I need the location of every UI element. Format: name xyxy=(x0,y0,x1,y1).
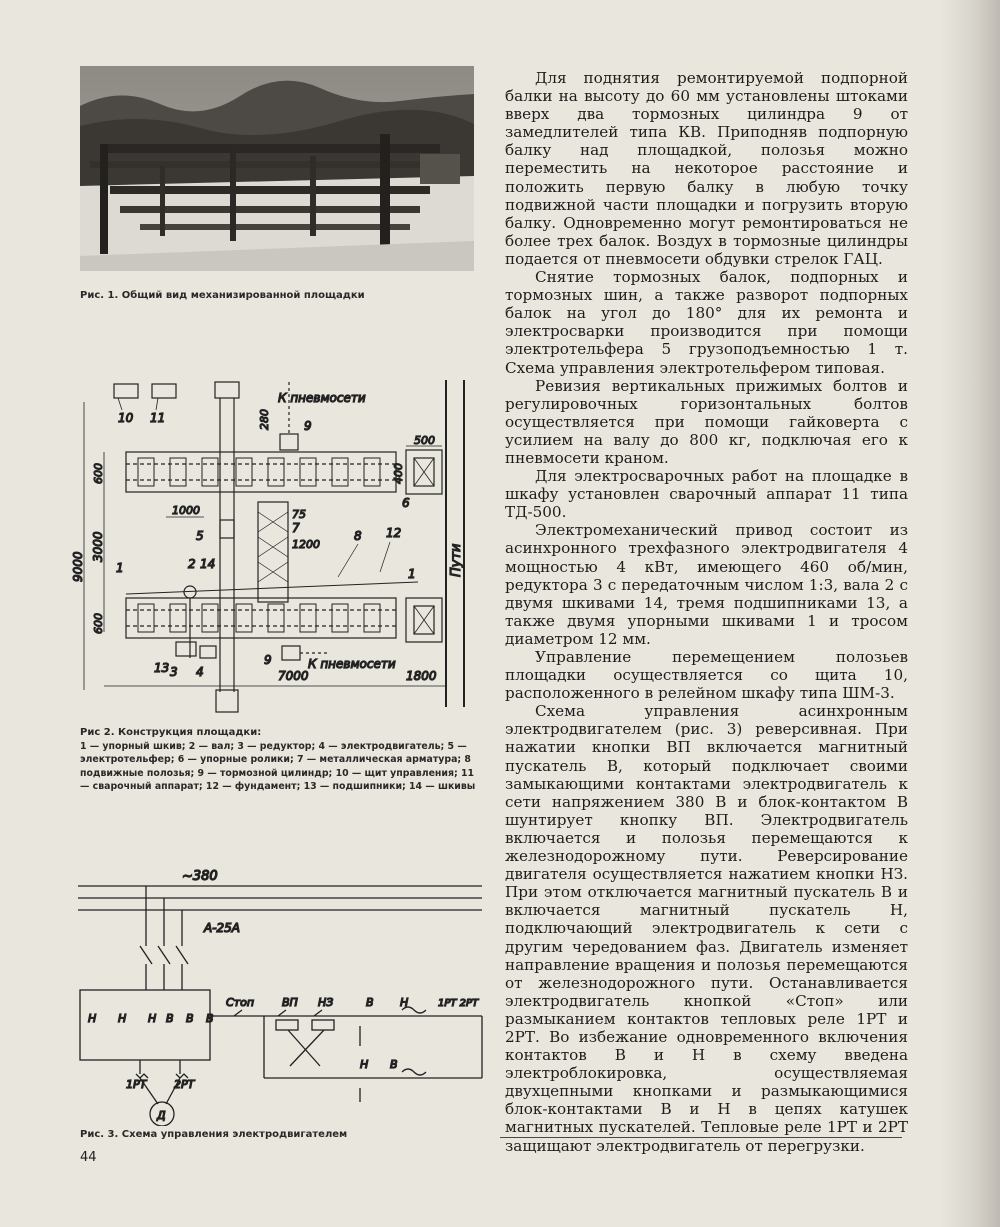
label-h2: Н xyxy=(118,1012,127,1025)
label-v3: В xyxy=(206,1012,214,1025)
dim-9000: 9000 xyxy=(71,551,85,582)
box-top-center xyxy=(215,382,239,398)
figure-2-caption xyxy=(80,726,476,794)
label-8: 8 xyxy=(354,529,362,543)
figure-1-caption: Рис. 1. Общий вид механизированной площадки xyxy=(80,290,365,301)
label-7: 7 xyxy=(292,521,300,535)
figure-2-caption-legend: 1 — упорный шкив; 2 — вал; 3 — редуктор; 4 — электродвигатель; 5 — электротельфер; 6 — упорные ролики; 7 — металлическая арматура; 8 подвижные полозья; 9 — тормозной цилиндр; 10 — щит управления; 11 — сварочный аппарат; 12 — фундамент; 13 — подшипники; 14 — шкивы xyxy=(80,740,476,793)
dim-1000: 1000 xyxy=(172,504,200,517)
label-h3: Н xyxy=(148,1012,157,1025)
label-2: 2 xyxy=(188,557,196,571)
figure-1-photo xyxy=(80,66,474,271)
label-11: 11 xyxy=(150,411,166,425)
label-v5: В xyxy=(390,1058,398,1071)
nz-label: НЗ xyxy=(318,996,334,1009)
dim-1800: 1800 xyxy=(406,669,437,683)
label-track: Пути xyxy=(449,543,464,577)
dim-1200: 1200 xyxy=(292,538,320,551)
box-11 xyxy=(152,384,176,398)
paragraph: Управление перемещением полозьев площадки осуществляется со щита 10, расположенного в релейном шкафу типа ШМ-3. xyxy=(505,648,908,703)
label-10: 10 xyxy=(118,411,134,425)
label-14: 14 xyxy=(200,557,216,571)
dim-600a: 600 xyxy=(92,463,105,484)
box-10 xyxy=(114,384,138,398)
dim-500: 500 xyxy=(414,434,435,447)
stop-label: Стоп xyxy=(226,996,255,1009)
label-12: 12 xyxy=(386,526,402,540)
figure-3-circuit xyxy=(70,866,490,1126)
paragraph: Электромеханический привод состоит из асинхронного трехфазного электродвигателя 4 мощностью 4 кВт, имеющего 460 об/мин, редуктора 3 с передаточным числом 1:3, вала 2 с двумя шкивами 14, тремя подшипниками 13, а также двумя упорными шкивами 1 и тросом диаметром 12 мм. xyxy=(505,521,908,648)
label-4: 4 xyxy=(196,665,204,679)
label-rt2: 2РТ xyxy=(174,1078,195,1091)
label-9a: 9 xyxy=(304,419,312,433)
label-h5: Н xyxy=(360,1058,369,1071)
paragraph: Ревизия вертикальных прижимых болтов и регулировочных горизонтальных болтов осуществляется при помощи гайковерта с усилием на валу до 800 кг, подключая его к пневмосети кранoм. xyxy=(505,376,908,467)
label-rt1: 1РТ xyxy=(126,1078,147,1091)
figure-2-caption-title: Рис 2. Конструкция площадки: xyxy=(80,727,262,738)
vp-label: ВП xyxy=(282,996,298,1009)
dim-600b: 600 xyxy=(92,613,105,634)
figure-2-drawing xyxy=(68,372,488,722)
label-v2: В xyxy=(186,1012,194,1025)
label-3: 3 xyxy=(170,665,178,679)
paragraph: Для электросварочных работ на площадке в шкафу установлен сварочный аппарат 11 типа ТД-500. xyxy=(505,467,908,522)
figure-3-caption: Рис. 3. Схема управления электродвигателем xyxy=(80,1129,348,1140)
air-bottom: К пневмосети xyxy=(308,657,396,671)
paragraph: Для поднятия ремонтируемой подпорной балки на высоту до 60 мм установлены штоками вверх два тормозных цилиндра 9 от замедлителей типа КВ. Приподняв подпорную балку над площадкой, полозья можно переместить на некоторое расстояние и положить первую балку в любую точку подвижной части площадки и погрузить вторую балку. Одновременно могут ремонтироваться не более трех балок. Воздух в тормозные цилиндры подается от пневмосети обдувки стрелок ГАЦ. xyxy=(505,69,908,268)
dim-7000: 7000 xyxy=(278,669,309,683)
dim-280: 280 xyxy=(258,409,271,430)
motor-label: Д xyxy=(157,1109,166,1122)
dim-3000: 3000 xyxy=(91,531,105,562)
label-1a: 1 xyxy=(116,561,124,575)
dim-400: 400 xyxy=(392,463,405,484)
end-rule xyxy=(500,1137,902,1138)
dim-75: 75 xyxy=(292,508,306,521)
paragraph: Снятие тормозных балок, подпорных и тормозных шин, а также разворот подпорных балок на угол до 180° для их ремонта и электросварки производится при помощи электротельфера 5 грузоподъемностью 1 т. Схема управления электротельфером типовая. xyxy=(505,268,908,377)
article-column xyxy=(505,69,908,1155)
label-6: 6 xyxy=(402,496,410,510)
breaker-label: А-25А xyxy=(204,921,241,935)
label-v1: В xyxy=(166,1012,174,1025)
label-13: 13 xyxy=(154,661,170,675)
air-top: К пневмосети xyxy=(278,391,366,405)
page-edge-shadow xyxy=(940,0,1000,1227)
label-5: 5 xyxy=(196,529,204,543)
rt-pair-label: 1РТ 2РТ xyxy=(438,998,479,1009)
label-h1: Н xyxy=(88,1012,97,1025)
voltage-label: ~380 xyxy=(182,869,218,884)
paragraph: Схема управления асинхронным электродвигателем (рис. 3) реверсивная. При нажатии кнопки ВП включается магнитный пускатель В, который подключает своими замыкающими контактами электродвигатель к сети напряжением 380 В и блок-контактом В шунтирует кнопку ВП. Электродвигатель включается и полозья перемещаются к железнодорожному пути. Реверсирование двигателя осуществляется нажатием кнопки НЗ. При этом отключается магнитный пускатель В и включается магнитный пускатель Н, подключающий электродвигатель к сети с другим чередованием фаз. Двигатель изменяет направление вращения и полозья перемещаются от железнодорожного пути. Останавливается электродвигатель кнопкой «Стоп» или размыканием контактов тепловых реле 1РТ и 2РТ. Во избежание одновременного включения контактов В и Н в схему введена электроблокировка, осуществляемая двухцепными кнопками и размыкающимися блок-контактами В и Н в цепях катушек магнитных пускателей. Тепловые реле 1РТ и 2РТ защищают электродвигатель от перегрузки. xyxy=(505,702,908,1155)
label-9b: 9 xyxy=(264,653,272,667)
label-1b: 1 xyxy=(408,567,416,581)
page-number: 44 xyxy=(80,1150,97,1165)
label-v4: В xyxy=(366,996,374,1009)
label-h4: Н xyxy=(400,996,409,1009)
